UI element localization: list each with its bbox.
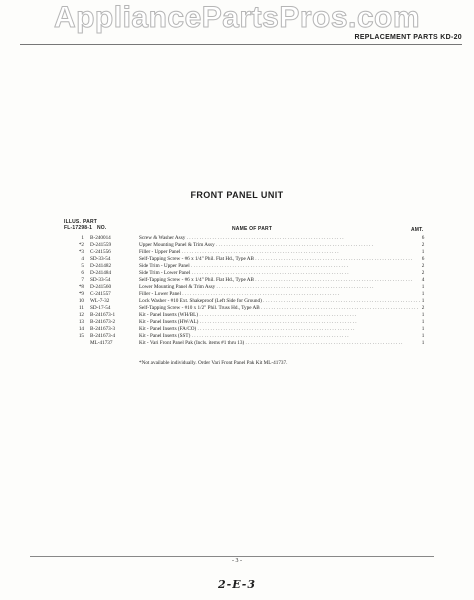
page-title: FRONT PANEL UNIT [190,190,284,200]
dot-leader: . . . . . . . . . . . . . . . . . . . . . . . . . . . . . . . . . . . . . . . . . . . . . . . . . . . . . . . . . . . . . [198,319,357,325]
dot-leader: . . . . . . . . . . . . . . . . . . . . . . . . . . . . . . . . . . . . . . . . . . . . . . . . . . . . . . . . . . . . . [180,249,339,255]
table-row [0,333,474,340]
amount: 2 [421,242,425,248]
name-column-header: NAME OF PART [232,226,273,232]
table-row [0,277,474,284]
table-row [0,305,474,312]
part-name: Upper Mounting Panel & Trim Assy [139,242,215,248]
illus-number: *3 [78,249,84,255]
part-name: Kit - Panel Inserts (HW/AL) [139,319,199,325]
illus-number: 13 [78,319,84,325]
part-number: D-241560 [90,284,112,290]
table-row [0,291,474,298]
amount: 1 [421,340,425,346]
illus-number: 12 [78,312,84,318]
dot-leader: . . . . . . . . . . . . . . . . . . . . . . . . . . . . . . . . . . . . . . . . . . . . . . . . . . . . . . . . . . . . . [214,242,373,248]
illus-number: 6 [81,270,84,276]
amount: 4 [421,277,425,283]
table-row [0,298,474,305]
part-name: Kit - Panel Inserts (WH/BL) [139,312,199,318]
part-number: C-241556 [90,249,111,255]
illus-number: 1 [81,235,84,241]
part-number: B-241673-4 [90,333,116,339]
table-row [0,249,474,256]
amount: 1 [421,284,425,290]
amount: 2 [421,270,425,276]
amount: 2 [421,263,425,269]
amount: 6 [421,256,425,262]
part-number: SD-33-54 [90,277,111,283]
part-number: B-240014 [90,235,111,241]
table-row [0,312,474,319]
amount: 1 [421,298,425,304]
illus-number: 15 [78,333,84,339]
dot-leader: . . . . . . . . . . . . . . . . . . . . . . . . . . . . . . . . . . . . . . . . . . . . . . . . . . . . . . . . . . . . . [198,312,357,318]
illus-sub-label: FL-17298-1 [64,225,93,231]
dot-leader: . . . . . . . . . . . . . . . . . . . . . . . . . . . . . . . . . . . . . . . . . . . . . . . . . . . . . . . . . . . . . [196,326,355,332]
part-number: SD-33-54 [90,256,111,262]
illus-number: 10 [78,298,84,304]
dot-leader: . . . . . . . . . . . . . . . . . . . . . . . . . . . . . . . . . . . . . . . . . . . . . . . . . . . . . . . . . . . . . [215,284,374,290]
dot-leader: . . . . . . . . . . . . . . . . . . . . . . . . . . . . . . . . . . . . . . . . . . . . . . . . . . . . . . . . . . . . . [189,263,348,269]
part-name: Side Trim - Upper Panel [139,263,190,269]
part-label: PART [83,219,98,225]
part-name: Lock Washer - #10 Ext. Shakeproof (Left Side for Ground) [139,298,262,304]
dot-leader: . . . . . . . . . . . . . . . . . . . . . . . . . . . . . . . . . . . . . . . . . . . . . . . . . . . . . . . . . . . . . [244,340,403,346]
amount: 2 [421,305,425,311]
illus-number: 5 [81,263,84,269]
dot-leader: . . . . . . . . . . . . . . . . . . . . . . . . . . . . . . . . . . . . . . . . . . . . . . . . . . . . . . . . . . . . . [190,333,349,339]
footnote: *Not available individually. Order Vari Front Panel Pak Kit ML-41737. [139,360,288,366]
part-number: D-241482 [90,263,112,269]
top-rule [20,44,462,45]
dot-leader: . . . . . . . . . . . . . . . . . . . . . . . . . . . . . . . . . . . . . . . . . . . . . . . . . . . . . . . . . . . . . [261,298,421,304]
part-number: ML-41737 [90,340,113,346]
part-name: Self-Tapping Screw - #6 x 1/4" Phil. Flat Hd., Type AB [139,277,254,283]
part-name: Filler - Lower Panel [139,291,181,297]
watermark-text: AppliancePartsPros.com [53,1,421,34]
part-name: Self-Tapping Screw - #10 x 1/2" Phil. Truss Hd., Type AB [139,305,260,311]
part-number: C-241557 [90,291,111,297]
dot-leader: . . . . . . . . . . . . . . . . . . . . . . . . . . . . . . . . . . . . . . . . . . . . . . . . . . . . . . . . . . . . . [185,235,344,241]
part-name: Lower Mounting Panel & Trim Assy [139,284,216,290]
part-name: Kit - Panel Inserts (FA/CO) [139,326,197,332]
part-number: SD-17-54 [90,305,111,311]
part-name: Filler - Upper Panel [139,249,181,255]
bottom-rule [30,556,434,557]
illus-number: 7 [81,277,84,283]
part-number: B-241673-2 [90,319,116,325]
illus-number: 4 [81,256,84,262]
part-number: D-241559 [90,242,112,248]
amount: 6 [421,235,425,241]
dot-leader: . . . . . . . . . . . . . . . . . . . . . . . . . . . . . . . . . . . . . . . . . . . . . . . . . . . . . . . . . . . . . [180,291,340,297]
part-number: B-241673-3 [90,326,116,332]
amount: 1 [421,333,425,339]
amount: 1 [421,326,425,332]
part-name: Side Trim - Lower Panel [139,270,191,276]
dot-leader: . . . . . . . . . . . . . . . . . . . . . . . . . . . . . . . . . . . . . . . . . . . . . . . . . . . . . . . . . . . . . [253,256,413,262]
table-row [0,326,474,333]
part-name: Screw & Washer Assy [139,235,186,241]
part-number: D-241484 [90,270,112,276]
page-number: - 3 - [232,558,242,564]
illus-number: *8 [78,284,84,290]
amt-column-header: AMT. [411,227,424,233]
part-sub-label: NO. [97,225,107,231]
illus-number: 11 [79,305,84,311]
part-name: Kit - Vari Front Panel Pak (Incls. items #1 thru 13) [139,340,245,346]
table-row [0,242,474,249]
table-row [0,270,474,277]
amount: 1 [421,291,425,297]
table-row [0,319,474,326]
replacement-parts-header: REPLACEMENT PARTS KD-20 [354,34,462,41]
part-name: Kit - Panel Inserts (SST) [139,333,191,339]
dot-leader: . . . . . . . . . . . . . . . . . . . . . . . . . . . . . . . . . . . . . . . . . . . . . . . . . . . . . . . . . . . . . [190,270,349,276]
table-row [0,235,474,242]
part-name: Self-Tapping Screw - #6 x 1/4" Phil. Flat Hd., Type AB [139,256,254,262]
part-number: B-241673-1 [90,312,116,318]
amount: 1 [421,249,425,255]
table-row [0,263,474,270]
illus-label: ILLUS. [64,219,82,225]
table-row [0,256,474,263]
table-row [0,340,474,347]
illus-number: *2 [78,242,84,248]
amount: 1 [421,312,425,318]
dot-leader: . . . . . . . . . . . . . . . . . . . . . . . . . . . . . . . . . . . . . . . . . . . . . . . . . . . . . . . . . . . . . [253,277,413,283]
dot-leader: . . . . . . . . . . . . . . . . . . . . . . . . . . . . . . . . . . . . . . . . . . . . . . . . . . . . . . . . . . . . . [259,305,418,311]
amount: 1 [421,319,425,325]
handwritten-mark: 2-E-3 [217,578,257,591]
illus-number: *9 [78,291,84,297]
part-number: WL-7-32 [90,298,110,304]
illus-number: 14 [78,326,84,332]
table-row [0,284,474,291]
part-column-header [83,219,123,231]
